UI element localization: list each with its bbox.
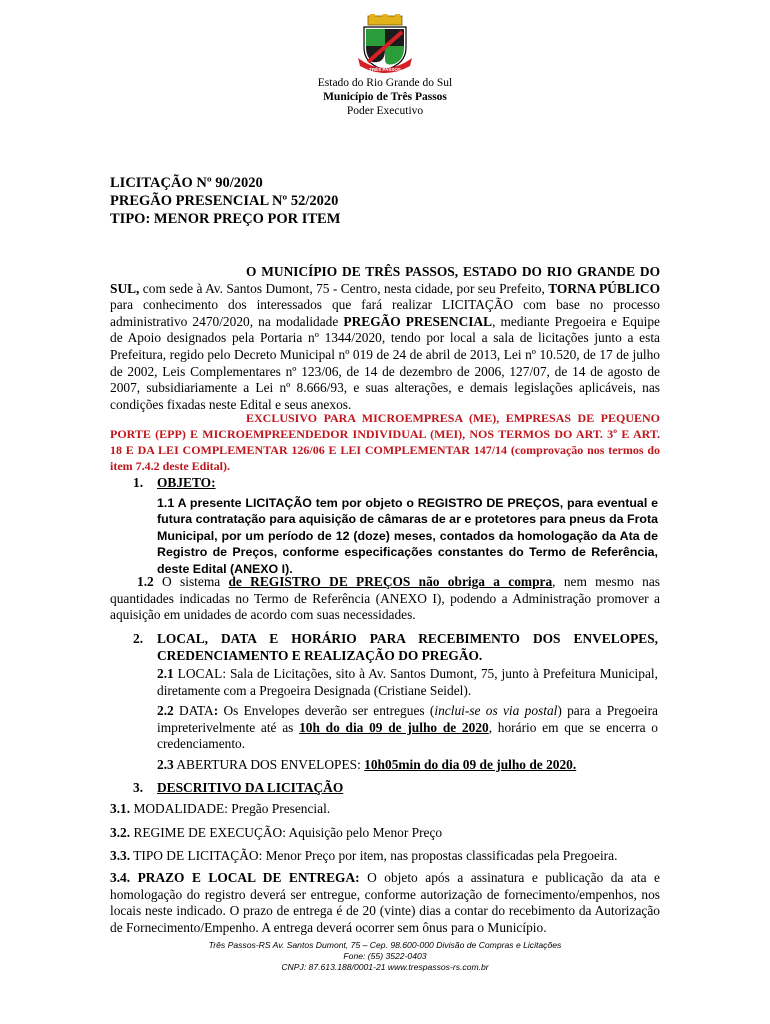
- item-2-2-number: 2.2: [157, 703, 174, 718]
- section-3-title: DESCRITIVO DA LICITAÇÃO: [157, 780, 344, 795]
- branch-name: Poder Executivo: [346, 105, 424, 117]
- item-2-2-deadline: 10h do dia 09 de julho de 2020: [299, 719, 489, 735]
- tipo-title: TIPO: MENOR PREÇO POR ITEM: [110, 211, 341, 227]
- footer-cnpj: CNPJ: 87.613.188/0001-21 www.trespassos-rs.com.br: [281, 962, 489, 972]
- intro-text-1: com sede à Av. Santos Dumont, 75 - Centro, nesta cidade, por seu Prefeito,: [139, 280, 549, 296]
- section-2-title: LOCAL, DATA E HORÁRIO PARA RECEBIMENTO DOS ENVELOPES, CREDENCIAMENTO E REALIZAÇÃO DO PREGÃO.: [157, 631, 658, 663]
- state-name: Estado do Rio Grande do Sul: [317, 77, 453, 89]
- item-1-2-underlined: de REGISTRO DE PREÇOS não obriga a compra: [228, 574, 553, 589]
- municipal-coat-of-arms-icon: [354, 14, 416, 76]
- item-3-2: [110, 825, 660, 842]
- item-3-4: [110, 870, 660, 936]
- item-2-2-text-b: Os Envelopes deverão ser entregues (: [218, 703, 435, 718]
- item-2-3: [157, 757, 658, 774]
- item-1-2-pre: O sistema: [153, 574, 229, 589]
- item-2-3-text: ABERTURA DOS ENVELOPES:: [173, 757, 365, 772]
- item-3-3-text: TIPO DE LICITAÇÃO: Menor Preço por item, nas propostas classificadas pela Pregoeira.: [130, 848, 618, 863]
- item-2-2-text-c: ) para a Pregoeira impreterivelmente até as: [157, 703, 658, 735]
- item-2-2-italic: inclui-se os via postal: [434, 703, 558, 718]
- item-2-3-opening: 10h05min do dia 09 de julho de 2020.: [364, 757, 577, 772]
- item-3-4-title: 3.4. PRAZO E LOCAL DE ENTREGA:: [110, 870, 360, 885]
- item-2-2-label: DATA: [173, 703, 214, 718]
- item-1-2-number: 1.2: [137, 574, 154, 589]
- item-1-1: 1.1 A presente LICITAÇÃO tem por objeto o REGISTRO DE PREÇOS, para eventual e futura contratação para aquisição de câmaras de ar e protetores para pneus da Frota Municipal, por um período de 12 (doze) meses, contados da homologação da Ata de Registro de Preços, conforme especificações constantes do Termo de Referência, deste Edital (ANEXO I).: [157, 496, 658, 576]
- item-3-3: [110, 848, 660, 865]
- intro-text-3: , mediante Pregoeira e Equipe de Apoio designados pela Portaria nº 1344/2020, tendo por local a sala de licitações junto a esta Prefeitura, regido pelo Decreto Municipal nº 019 de 24 de abril de 2013, Lei nº 10.520, de 17 de julho de 2002, Leis Complementares nº 123/06, de 14 de dezembro de 2006, 127/07, de 14 de agosto de 2007, subsidiariamente a Lei nº 8.666/93, e suas alterações, e demais legislações aplicáveis, nas condições fixadas neste Edital e seus anexos.: [110, 313, 661, 412]
- item-1-2-post: , nem mesmo nas quantidades indicadas no Termo de Referência (ANEXO I), podendo a Administração promover a aquisição em unidades de acordo com suas necessidades.: [110, 574, 660, 623]
- crest-text: TRÊS PASSOS: [369, 67, 401, 72]
- item-3-4-text: O objeto após a assinatura e publicação da ata e homologação do registro deverá ser entregue, conforme autorização de fornecimento/empenhos, nos locais neste indicado. O prazo de entrega é de 20 (vinte) dias a contar do recebimento da Autorização de Fornecimento/Empenho. A entrega deverá ocorrer sem ônus para o Município.: [110, 870, 660, 935]
- item-2-1-number: 2.1: [157, 666, 174, 681]
- item-2-2: [157, 703, 658, 753]
- item-3-2-text: REGIME DE EXECUÇÃO: Aquisição pelo Menor Preço: [130, 825, 443, 840]
- item-2-1-text: LOCAL: Sala de Licitações, sito à Av. Santos Dumont, 75, junto à Prefeitura Municipal, diretamente com a Pregoeira Designada (Cristiane Seidel).: [157, 666, 658, 698]
- item-2-2-colon: :: [213, 703, 219, 718]
- item-3-2-number: 3.2.: [110, 825, 131, 840]
- section-2-number: 2.: [133, 631, 144, 646]
- item-3-3-number: 3.3.: [110, 848, 131, 863]
- item-3-1-text: MODALIDADE: Pregão Presencial.: [130, 801, 331, 816]
- footer-phone: Fone: (55) 3522-0403: [343, 951, 427, 961]
- pregao-title: PREGÃO PRESENCIAL Nº 52/2020: [110, 193, 339, 209]
- item-2-2-text-d: , horário em que se encerra o credenciamento.: [157, 719, 658, 752]
- licitacao-title: LICITAÇÃO Nº 90/2020: [110, 175, 263, 191]
- intro-text-2: para conhecimento dos interessados que fará realizar LICITAÇÃO com base no processo administrativo 2470/2020, na modalidade: [110, 297, 660, 329]
- municipality-name: Município de Três Passos: [323, 91, 447, 103]
- item-3-1-number: 3.1.: [110, 801, 131, 816]
- intro-paragraph: [110, 264, 660, 413]
- section-1-number: 1.: [133, 475, 144, 490]
- intro-bold-pregao: PREGÃO PRESENCIAL: [343, 313, 493, 329]
- exclusive-notice: EXCLUSIVO PARA MICROEMPRESA (ME), EMPRESAS DE PEQUENO PORTE (EPP) E MICROEMPREENDEDOR INDIVIDUAL (MEI), NOS TERMOS DO ART. 3º E ART. 18 E DA LEI COMPLEMENTAR 126/06 E LEI COMPLEMENTAR 147/14 (comprovação nos termos do item 7.4.2 deste Edital).: [110, 411, 660, 473]
- item-3-1: [110, 801, 660, 818]
- section-1-title: OBJETO:: [157, 475, 216, 490]
- intro-bold-torna: TORNA PÚBLICO: [548, 280, 661, 296]
- section-3-number: 3.: [133, 780, 144, 795]
- item-2-3-number: 2.3: [157, 757, 174, 772]
- item-1-2: [110, 574, 660, 624]
- item-2-1: [157, 666, 658, 699]
- intro-bold-municipio: O MUNICÍPIO DE TRÊS PASSOS, ESTADO DO RIO GRANDE DO SUL,: [110, 264, 660, 296]
- footer-address: Três Passos-RS Av. Santos Dumont, 75 – Cep. 98.600-000 Divisão de Compras e Licitações: [208, 940, 562, 950]
